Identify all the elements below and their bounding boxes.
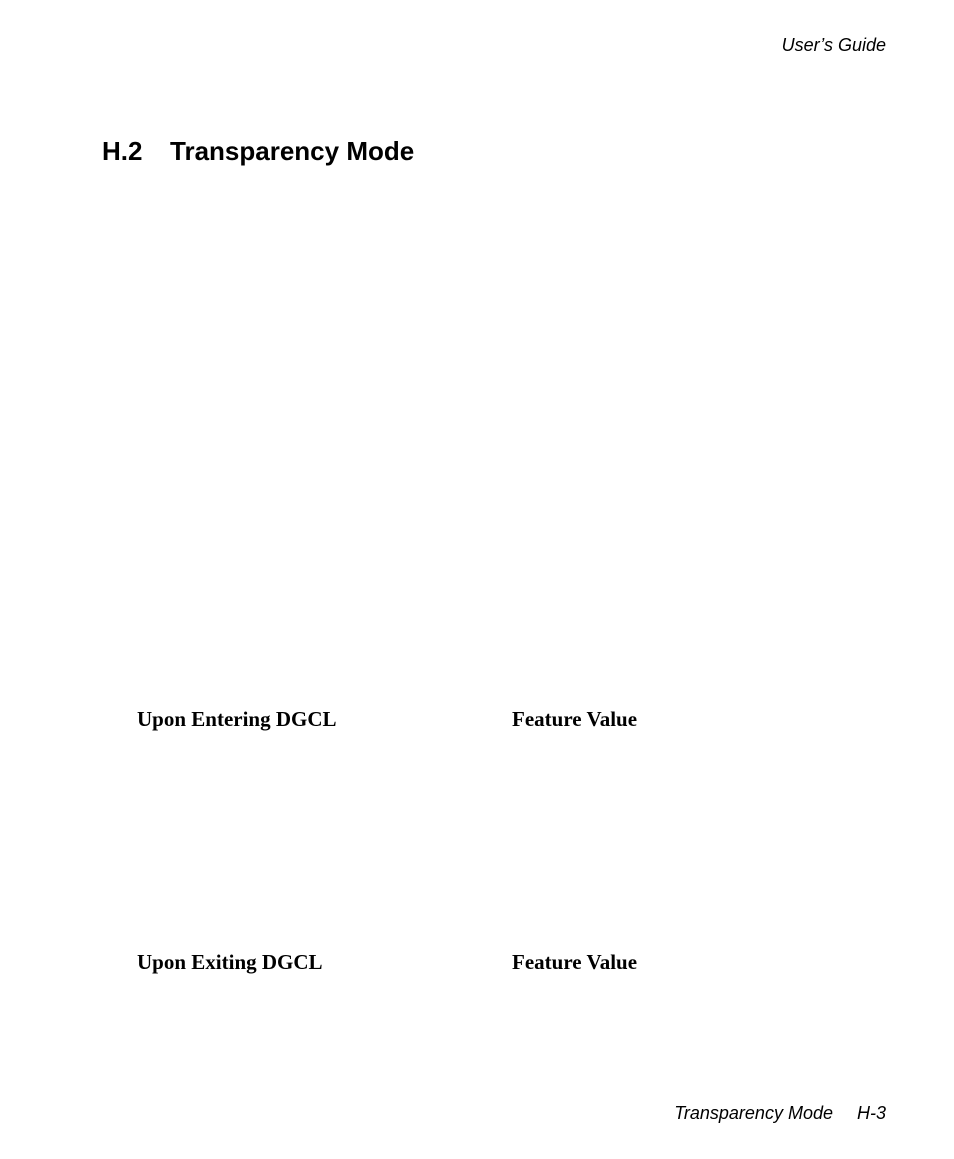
- section-heading: [102, 135, 414, 167]
- exiting-feature-value-column-header: Feature Value: [512, 950, 638, 974]
- footer-chapter-title: Transparency Mode: [674, 1103, 833, 1123]
- running-header: User’s Guide: [781, 35, 886, 55]
- footer-page-number: H-3: [856, 1103, 886, 1123]
- section-number: H.2: [102, 136, 143, 166]
- entering-dgcl-column-header: Upon Entering DGCL: [137, 707, 337, 731]
- section-title: Transparency Mode: [170, 136, 415, 166]
- exiting-dgcl-column-header: Upon Exiting DGCL: [137, 950, 323, 974]
- entering-feature-value-column-header: Feature Value: [512, 707, 638, 731]
- page-footer: [674, 1102, 886, 1124]
